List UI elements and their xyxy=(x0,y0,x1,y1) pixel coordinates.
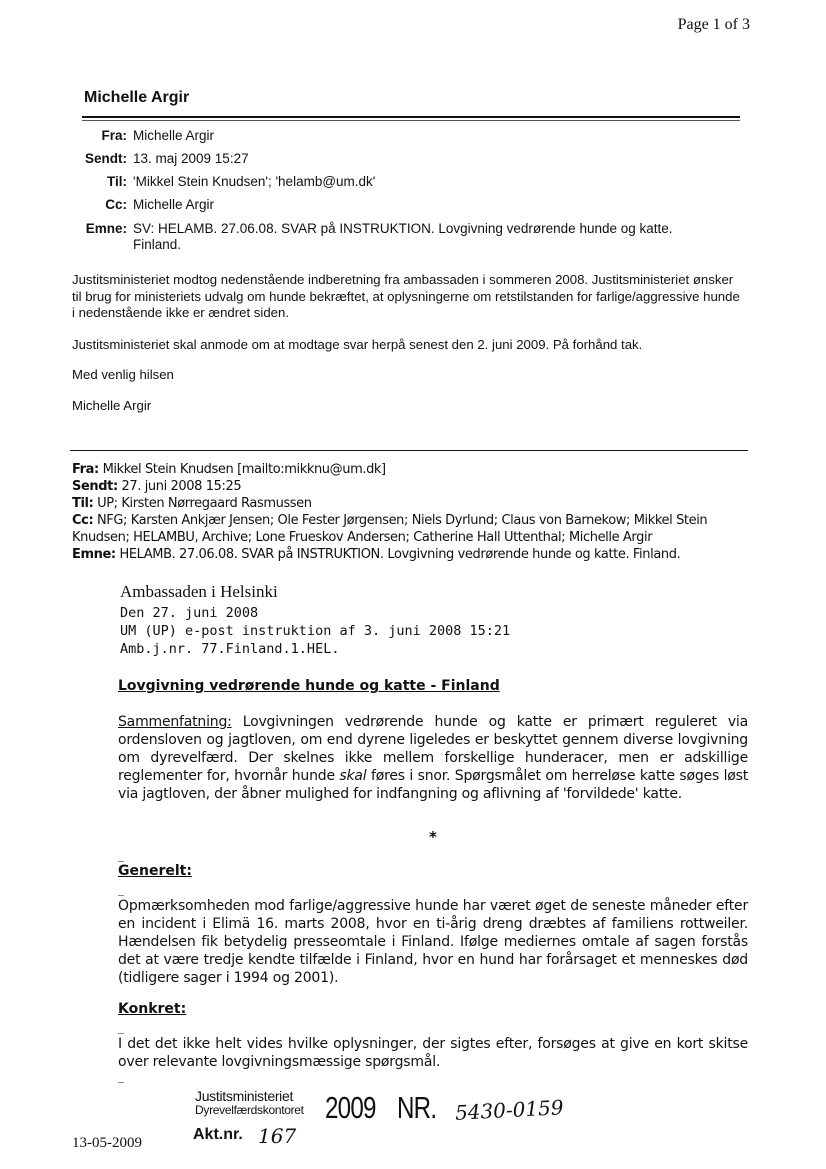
fwd-sent-label: Sendt: xyxy=(72,479,118,494)
fwd-to-value: UP; Kirsten Nørregaard Rasmussen xyxy=(97,496,312,511)
akt-number: 167 xyxy=(258,1124,297,1148)
dash-mark: – xyxy=(118,887,124,901)
concrete-paragraph: I det det ikke helt vides hvilke oplysninger, der sigtes efter, forsøges at give en kort skitse over relevante lovgivningsmæssige spørgsmål. xyxy=(118,1036,748,1070)
embassy-name: Ambassaden i Helsinki xyxy=(120,582,278,601)
from-label: Fra: xyxy=(101,128,127,143)
stamp-case-number: 5430-0159 xyxy=(454,1095,565,1125)
report-title: Lovgivning vedrørende hunde og katte - Finland xyxy=(118,678,500,694)
section-separator: * xyxy=(429,828,437,846)
page-number: Page 1 of 3 xyxy=(677,16,750,33)
print-date: 13-05-2009 xyxy=(72,1135,142,1151)
fwd-cc-label: Cc: xyxy=(72,513,94,528)
summary-text-a: Lovgivningen vedrørende hunde og katte er primært reguleret via ordensloven og jagtloven, om end dyrene ligeledes er beskyttet gennem diverse lovgivning om dyrevelfærd. Der skelnes ikke mellem forskellige hunderacer, men er adskillige reglementer for, hvornår hunde xyxy=(118,714,748,784)
sender-name: Michelle Argir xyxy=(84,89,190,106)
to-label: Til: xyxy=(107,174,127,189)
subject-value: SV: HELAMB. 27.06.08. SVAR på INSTRUKTION. Lovgivning vedrørende hunde og katte. Finland. xyxy=(133,221,673,252)
from-value: Michelle Argir xyxy=(133,128,215,143)
cc-value: Michelle Argir xyxy=(133,197,215,212)
forwarded-header xyxy=(72,461,752,563)
forward-divider xyxy=(70,450,748,451)
fwd-cc-value: NFG; Karsten Ankjær Jensen; Ole Fester Jørgensen; Niels Dyrlund; Claus von Barnekow; Mikkel Stein Knudsen; HELAMBU, Archive; Lone Frueskov Andersen; Catherine Hall Uttenthal; Michelle Argir xyxy=(72,513,708,545)
dash-mark: – xyxy=(118,853,124,867)
stamp-office: Dyrevelfærdskontoret xyxy=(195,1103,304,1117)
message-signature: Michelle Argir xyxy=(72,398,152,413)
to-value: 'Mikkel Stein Knudsen'; 'helamb@um.dk' xyxy=(133,174,376,189)
header-divider xyxy=(82,116,740,118)
akt-label: Akt.nr. xyxy=(193,1126,243,1143)
summary-emphasis: skal xyxy=(339,768,367,784)
fwd-subject-value: HELAMB. 27.06.08. SVAR på INSTRUKTION. Lovgivning vedrørende hunde og katte. Finland. xyxy=(119,547,681,562)
embassy-instruction: UM (UP) e-post instruktion af 3. juni 2008 15:21 xyxy=(120,623,511,639)
summary-text-b: føres i snor. Spørgsmålet om herreløse katte søges løst via jagtloven, der åbner mulighed for indfangning og aflivning af 'forvildede' katte. xyxy=(118,768,749,802)
fwd-sent-value: 27. juni 2008 15:25 xyxy=(121,479,242,494)
cc-label: Cc: xyxy=(105,197,127,212)
general-paragraph: Opmærksomheden mod farlige/aggressive hunde har været øget de seneste måneder efter en incident i Elimä 16. marts 2008, hvor en ti-årig dreng dræbtes af familiens rottweiler. Hændelsen fik betydelig presseomtale i Finland. Ifølge mediernes omtale af sagen forstås det at være tredje kendte tilfælde i Finland, hvor en hund har forårsaget et menneskes død (tidligere sager i 1994 og 2001). xyxy=(118,898,748,986)
message-paragraph-2: Justitsministeriet skal anmode om at modtage svar herpå senest den 2. juni 2009. På forhånd tak. xyxy=(72,337,643,352)
summary-label: Sammenfatning: xyxy=(118,714,232,730)
message-paragraph-1: Justitsministeriet modtog nedenstående indberetning fra ambassaden i sommeren 2008. Justitsministeriet ønsker til brug for ministeriets udvalg om hunde bekræftet, at oplysningerne om retstilstanden for farlige/aggressive hunde i nedenstående ikke er ændret siden. xyxy=(72,272,740,320)
dash-mark: – xyxy=(118,1025,124,1039)
stamp-year: 2009 xyxy=(325,1090,376,1125)
stamp-ministry: Justitsministeriet xyxy=(195,1088,294,1104)
fwd-from-value: Mikkel Stein Knudsen [mailto:mikknu@um.dk] xyxy=(102,462,386,477)
embassy-date: Den 27. juni 2008 xyxy=(120,605,259,621)
fwd-to-label: Til: xyxy=(72,496,94,511)
sent-label: Sendt: xyxy=(85,151,127,166)
concrete-heading: Konkret: xyxy=(118,1001,187,1017)
header-divider-thin xyxy=(82,120,740,121)
sent-value: 13. maj 2009 15:27 xyxy=(133,151,249,166)
fwd-subject-label: Emne: xyxy=(72,547,116,562)
embassy-reference: Amb.j.nr. 77.Finland.1.HEL. xyxy=(120,641,340,657)
summary-paragraph xyxy=(118,713,748,803)
fwd-from-label: Fra: xyxy=(72,462,99,477)
dash-mark: – xyxy=(118,1074,124,1088)
subject-label: Emne: xyxy=(85,221,127,236)
message-closing: Med venlig hilsen xyxy=(72,367,174,382)
stamp-nr: NR. xyxy=(397,1090,437,1125)
general-heading: Generelt: xyxy=(118,863,192,879)
